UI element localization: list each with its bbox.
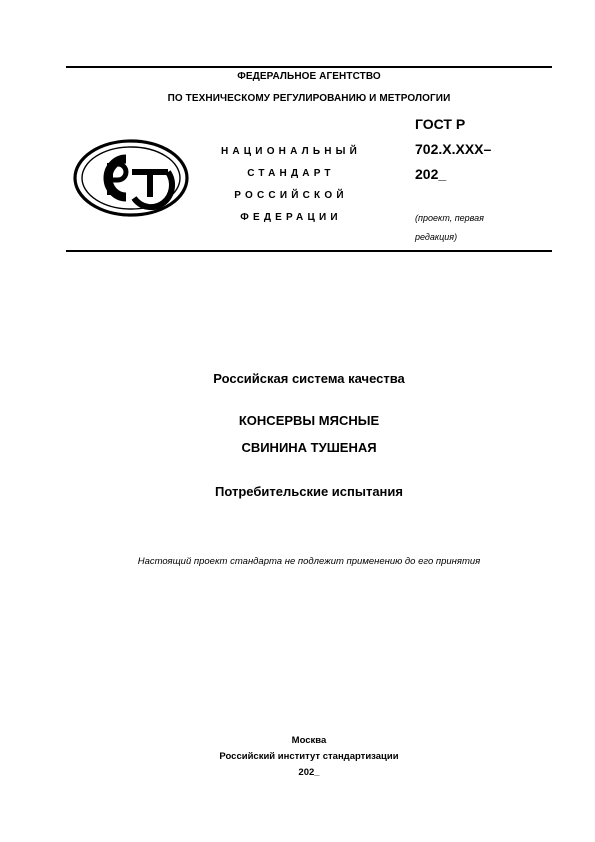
quality-system-heading: Российская система качества <box>213 371 405 386</box>
gost-designation <box>415 112 550 187</box>
rst-emblem-icon <box>72 138 190 218</box>
imprint-year: 202_ <box>298 767 320 778</box>
header-bottom-rule <box>66 250 552 252</box>
product-title-line2: СВИНИНА ТУШЕНАЯ <box>241 440 377 455</box>
imprint-city: Москва <box>291 735 327 746</box>
draft-notice: Настоящий проект стандарта не подлежит применению до его принятия <box>137 556 481 567</box>
edition-note-line: (проект, первая <box>415 213 484 223</box>
national-standard-line: СТАНДАРТ <box>247 168 335 179</box>
gost-designation-line: 202_ <box>415 166 447 182</box>
product-title-line1: КОНСЕРВЫ МЯСНЫЕ <box>238 413 380 428</box>
agency-name-line2: ПО ТЕХНИЧЕСКОМУ РЕГУЛИРОВАНИЮ И МЕТРОЛОГИИ <box>167 93 451 104</box>
document-subtitle: Потребительские испытания <box>215 484 403 499</box>
gost-designation-line: 702.X.XXX– <box>415 141 492 157</box>
edition-note-line: редакция) <box>415 232 458 242</box>
national-standard-line: ФЕДЕРАЦИИ <box>240 212 342 223</box>
gost-designation-line: ГОСТ Р <box>415 116 466 132</box>
header-top-rule <box>66 66 552 68</box>
national-standard-line: РОССИЙСКОЙ <box>234 190 348 201</box>
agency-name-line1: ФЕДЕРАЛЬНОЕ АГЕНТСТВО <box>237 71 381 82</box>
edition-note <box>415 209 550 247</box>
national-standard-line: НАЦИОНАЛЬНЫЙ <box>220 146 362 157</box>
national-standard-label <box>205 141 377 229</box>
imprint-institute: Российский институт стандартизации <box>219 751 399 762</box>
